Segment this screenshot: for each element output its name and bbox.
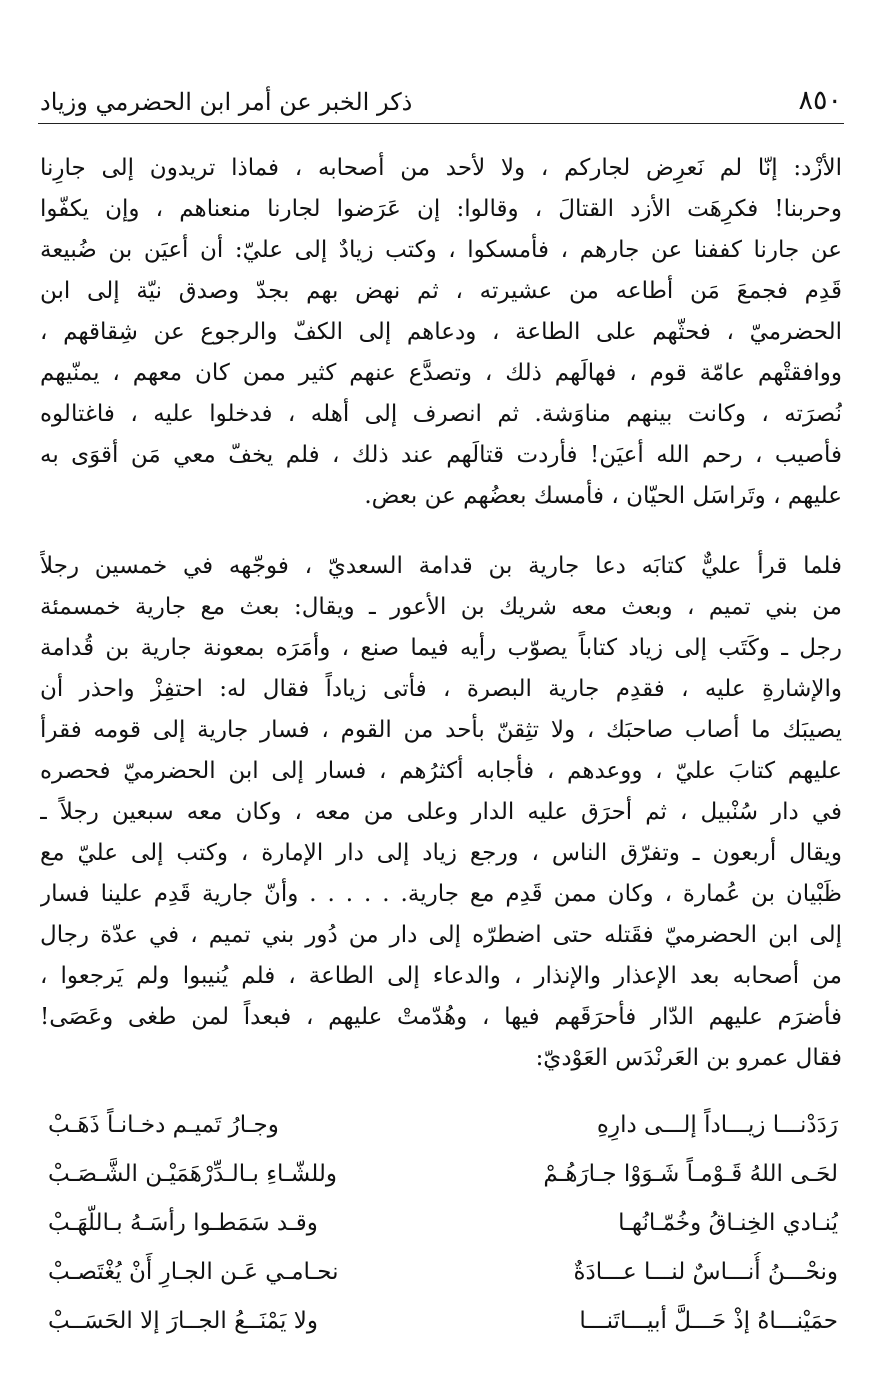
text-line: عليهم ، وتَراسَل الحيّان ، فأمسك بعضُهم عن بعض. xyxy=(364,483,842,509)
text-line: ظَبْيان بن عُمارة ، وكان ممن قَدِم مع جارية. . . . . . وأنّ جارية قَدِم علينا فسار xyxy=(40,881,842,907)
running-title: ذكر الخبر عن أمر ابن الحضرمي وزياد xyxy=(40,88,413,116)
poem-hemistich: حمَيْنـــاهُ إذْ حَـــلَّ أبيـــاتَنـــا xyxy=(579,1307,838,1334)
poem-verse xyxy=(48,1247,838,1296)
text-line: فلما قرأ عليٌّ كتابَه دعا جارية بن قدامة السعديّ ، فوجّهه في خمسين رجلاً xyxy=(40,553,842,579)
text-line: الحضرميّ ، فحثّهم على الطاعة ، ودعاهم إلى الكفّ والرجوع عن شِقاقهم ، xyxy=(40,319,842,345)
poem-verse xyxy=(48,1296,838,1345)
text-line: قَدِم فجمعَ مَن أطاعه من عشيرته ، ثم نهض بهم بجدّ وصدق نيّة إلى ابن xyxy=(40,278,842,304)
poem-hemistich: ولا يَمْنَــعُ الجــارَ إلا الحَسَــبْ xyxy=(48,1307,318,1334)
poem xyxy=(48,1100,838,1345)
text-line: فقال عمرو بن العَرنْدَس العَوْديّ: xyxy=(535,1045,842,1071)
poem-hemistich: لحَـى اللهُ قَـوْمـاً شَـوَوْا جـارَهُـمْ xyxy=(543,1160,838,1187)
poem-verse xyxy=(48,1198,838,1247)
poem-hemistich: وقـد سَمَطـوا رأسَـهُ بـاللّهَـبْ xyxy=(48,1209,318,1236)
text-line: عن جارنا كففنا عن جارهم ، فأمسكوا ، وكتب زيادٌ إلى عليّ: أن أعيَن بن ضُبيعة xyxy=(40,237,842,263)
poem-hemistich: نحـامـي عَـن الجـارِ أَنْ يُغْتَصـبْ xyxy=(48,1258,339,1285)
text-line: من أصحابه بعد الإعذار والإنذار ، والدعاء إلى الطاعة ، فلم يُنيبوا ولم يَرجعوا ، xyxy=(40,963,842,989)
poem-hemistich: ونحْـــنُ أُنـــاسٌ لنـــا عـــادَةٌ xyxy=(573,1258,838,1285)
poem-hemistich: يُنـادي الخِنـاقُ وخُمّـانُهـا xyxy=(618,1209,838,1236)
text-line: رجل ـ وكَتَب إلى زياد كتاباً يصوّب رأيه فيما صنع ، وأمَرَه بمعونة جارية بن قُدامة xyxy=(40,635,842,661)
text-line: إلى ابن الحضرميّ فقَتله حتى اضطرّه إلى دار من دُور بني تميم ، في عدّة رجال xyxy=(40,922,842,948)
text-line: من بني تميم ، وبعث معه شريك بن الأعور ـ ويقال: بعث مع جارية خمسمئة xyxy=(40,594,842,620)
poem-verse xyxy=(48,1100,838,1149)
text-line: ووافقتْهم عامّة قوم ، فهالَهم ذلك ، وتصدَّع عنهم كثير ممن كان معهم ، يمنّيهم xyxy=(40,360,842,386)
text-line: فأصيب ، رحم الله أعيَن! فأردت قتالَهم عند ذلك ، فلم يخفّ معي مَن أقوَى به xyxy=(40,442,842,468)
text-line: عليهم كتابَ عليّ ، ووعدهم ، فأجابه أكثرُهم ، فسار إلى ابن الحضرميّ فحصره xyxy=(40,758,842,784)
page-header xyxy=(38,84,844,124)
text-line: وحربنا! فكرِهَت الأزد القتالَ ، وقالوا: إن عَرَضوا لجارنا منعناهم ، وإن يكفّوا xyxy=(40,196,842,222)
text-line: والإشارةِ عليه ، فقدِم جارية البصرة ، فأتى زياداً فقال له: احتفِزْ واحذر أن xyxy=(40,676,842,702)
poem-hemistich: رَدَدْنـــا زيـــاداً إلـــى دارِهِ xyxy=(596,1111,838,1138)
page-number: ٨٥٠ xyxy=(798,85,842,116)
poem-verse xyxy=(48,1149,838,1198)
text-line: الأزْد: إنّا لم نَعرِض لجاركم ، ولا لأحد من أصحابه ، فماذا تريدون إلى جارِنا xyxy=(40,155,842,181)
text-line: ويقال أربعون ـ وتفرّق الناس ، ورجع زياد إلى دار الإمارة ، وكتب إلى عليّ مع xyxy=(40,840,842,866)
poem-hemistich: وللشّـاءِ بـالـدِّرْهَمَيْـن الشَّـصَـبْ xyxy=(48,1160,338,1187)
paragraph-1 xyxy=(40,148,842,517)
text-line: نُصرَته ، وكانت بينهم مناوَشة. ثم انصرف إلى أهله ، فدخلوا عليه ، فاغتالوه xyxy=(40,401,842,427)
text-line: فأضرَم عليهم الدّار فأحرَقَهم فيها ، وهُدّمتْ عليهم ، فبعداً لمن طغى وعَصَى! xyxy=(40,1004,842,1030)
paragraph-2 xyxy=(40,546,842,1079)
text-line: يصيبَك ما أصاب صاحبَك ، ولا تثِقنّ بأحد من القوم ، فسار جارية إلى قومه فقرأ xyxy=(40,717,842,743)
text-line: في دار سُنْبيل ، ثم أحرَق عليه الدار وعلى من معه ، وكان معه سبعين رجلاً ـ xyxy=(40,799,842,825)
poem-hemistich: وجـارُ تَميـم دخـانـاً ذَهَـبْ xyxy=(48,1111,279,1138)
